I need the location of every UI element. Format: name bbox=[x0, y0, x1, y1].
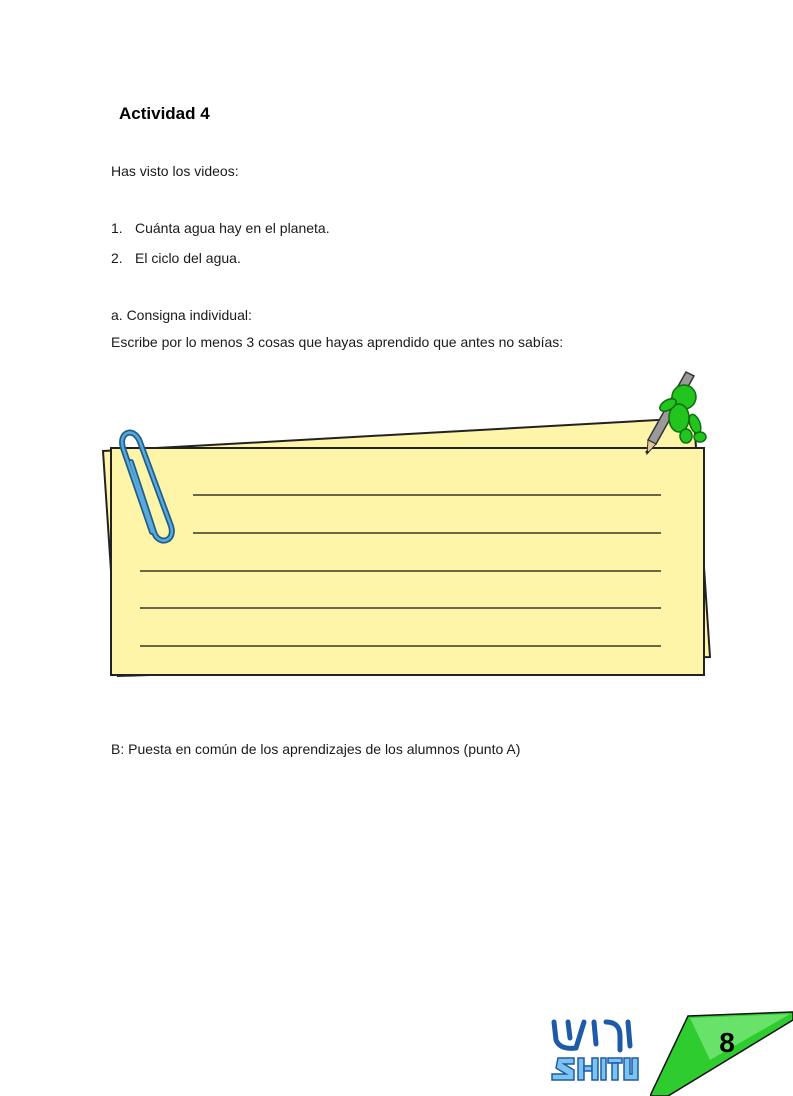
task-a-label: a. Consigna individual: bbox=[111, 307, 252, 323]
video-item-number: 2. bbox=[111, 250, 123, 266]
video-item-text: Cuánta agua hay en el planeta. bbox=[135, 220, 330, 236]
video-item-text: El ciclo del agua. bbox=[135, 250, 241, 266]
activity-title: Actividad 4 bbox=[119, 104, 210, 123]
page-number: 8 bbox=[719, 1027, 735, 1058]
task-b-label: B: Puesta en común de los aprendizajes de los alumnos (punto A) bbox=[111, 741, 521, 757]
task-a-instruction: Escribe por lo menos 3 cosas que hayas aprendido que antes no sabías: bbox=[111, 334, 564, 350]
video-item-2 bbox=[111, 250, 241, 266]
video-item-number: 1. bbox=[111, 220, 123, 236]
note-front-sheet bbox=[111, 448, 704, 675]
shituf-logo bbox=[540, 1010, 640, 1090]
note-card bbox=[0, 360, 793, 690]
video-item-1 bbox=[111, 220, 330, 236]
intro-text: Has visto los videos: bbox=[111, 163, 239, 179]
